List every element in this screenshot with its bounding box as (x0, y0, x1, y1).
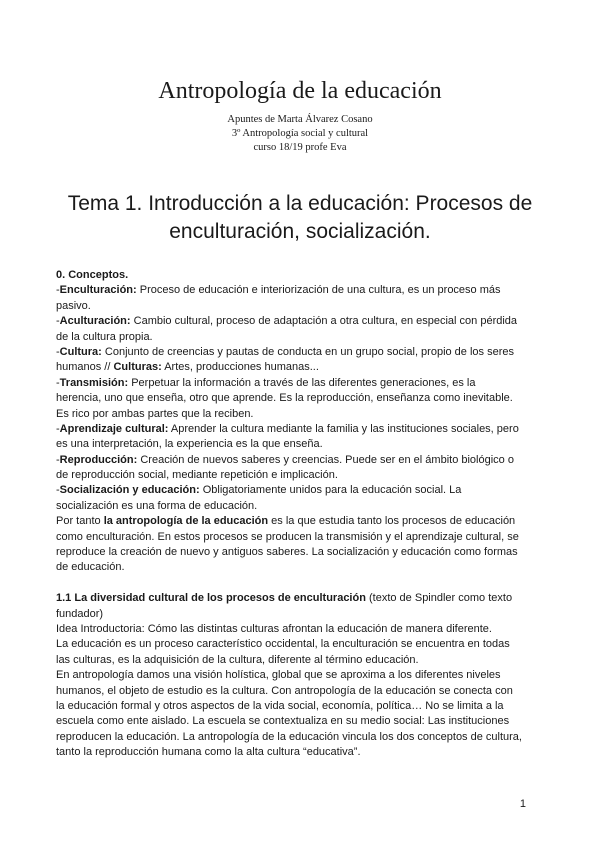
text-line (56, 514, 534, 529)
text-run: pasivo. (56, 299, 91, 312)
text-line (56, 483, 534, 498)
text-line (56, 684, 534, 699)
body-text (56, 268, 534, 761)
text-run: - (56, 315, 60, 328)
text-run: tanto la reproducción humana como la alta cultura “educativa”. (56, 746, 361, 759)
bold-term: la antropología de la educación (103, 515, 269, 528)
text-line (56, 745, 534, 760)
text-run: Creación de nuevos saberes y creencias. Puede ser en el ámbito biológico o (137, 453, 514, 466)
bold-term: Aculturación: (59, 315, 131, 328)
section-title (40, 190, 560, 246)
text-line (56, 699, 534, 714)
text-run: Aprender la cultura mediante la familia y las instituciones sociales, pero (168, 422, 519, 435)
text-line (56, 468, 534, 483)
text-run: En antropología damos una visión holística, global que se aproxima a los diferentes niveles (56, 669, 501, 682)
paragraph-gap (56, 576, 534, 591)
text-line (56, 545, 534, 560)
text-line (56, 653, 534, 668)
text-run: Perpetuar la información a través de las diferentes generaciones, es la (128, 376, 476, 389)
bold-term: Culturas: (113, 361, 162, 374)
bold-term: 0. Conceptos. (56, 269, 129, 281)
text-run: reproduce la creación de nuevo y antiguos saberes. La socialización y educación como formas (56, 546, 518, 559)
text-run: - (56, 345, 60, 358)
text-run: - (56, 284, 60, 297)
bold-term: Socialización y educación: (59, 484, 200, 497)
text-line (56, 668, 534, 683)
text-line (56, 268, 534, 283)
course-line: 3º Antropología social y cultural (231, 128, 369, 139)
text-run: es una interpretación, la experiencia es la que enseña. (56, 438, 323, 451)
text-line (56, 299, 534, 314)
text-line (56, 345, 534, 360)
text-run: Proceso de educación e interiorización de una cultura, es un proceso más (136, 284, 501, 297)
text-line (56, 407, 534, 422)
section-title-line: Tema 1. Introducción a la educación: Procesos de (67, 192, 533, 215)
bold-term: Reproducción: (59, 453, 138, 466)
text-line (56, 330, 534, 345)
text-line (56, 591, 534, 606)
text-line (56, 314, 534, 329)
text-run: Cambio cultural, proceso de adaptación a otra cultura, en especial con pérdida (130, 315, 518, 328)
text-run: de la cultura propia. (56, 330, 153, 343)
text-run: es la que estudia tanto los procesos de educación (268, 515, 516, 528)
text-line (56, 422, 534, 437)
text-run: humanos // (56, 361, 114, 374)
text-run: reproducen la educación. La antropología de la educación vincula los dos conceptos de cultura, (56, 730, 522, 743)
text-line (56, 607, 534, 622)
text-run: Idea Introductoria: Cómo las distintas culturas afrontan la educación de manera diferente. (56, 622, 492, 635)
text-line (56, 360, 534, 375)
text-line (56, 714, 534, 729)
text-line (56, 391, 534, 406)
text-run: la educación formal y otros aspectos de la vida social, economía, política… No se limita a la (56, 699, 504, 712)
text-run: fundador) (56, 607, 104, 620)
text-line (56, 437, 534, 452)
section-title-line: enculturación, socialización. (169, 220, 431, 243)
year-teacher-line: curso 18/19 profe Eva (253, 142, 347, 153)
text-run: - (56, 422, 60, 435)
text-line (56, 530, 534, 545)
page-number: 1 (519, 798, 526, 810)
text-line (56, 560, 534, 575)
text-run: - (56, 484, 60, 497)
text-run: Conjunto de creencias y pautas de conducta en un grupo social, propio de los seres (101, 345, 514, 358)
bold-term: Enculturación: (59, 284, 137, 297)
text-line (56, 730, 534, 745)
text-run: de educación. (56, 561, 125, 574)
text-run: Por tanto (56, 515, 104, 528)
text-run: humanos, el objeto de estudio es la cultura. Con antropología de la educación se conecta con (56, 684, 513, 697)
text-run: como enculturación. En estos procesos se producen la transmisión y el aprendizaje cultural, se (56, 530, 519, 543)
bold-term: 1.1 La diversidad cultural de los procesos de enculturación (56, 592, 366, 605)
bold-term: Cultura: (59, 345, 102, 358)
text-line (56, 622, 534, 637)
text-line (56, 453, 534, 468)
text-line (56, 637, 534, 652)
document-title: Antropología de la educación (158, 78, 442, 104)
text-run: de reproducción social, mediante repetición e implicación. (56, 469, 338, 482)
text-run: las culturas, es la adquisición de la cultura, diferente al término educación. (56, 653, 419, 666)
author-line: Apuntes de Marta Álvarez Cosano (227, 114, 373, 125)
text-run: La educación es un proceso característico occidental, la enculturación se encuentra en todas (56, 638, 510, 651)
text-run: Es rico por ambas partes que la reciben. (56, 407, 254, 420)
text-line (56, 376, 534, 391)
text-line (56, 499, 534, 514)
text-run: Obligatoriamente unidos para la educación social. La (199, 484, 462, 497)
text-run: Artes, producciones humanas... (161, 361, 319, 374)
author-info (0, 113, 600, 155)
text-line (56, 283, 534, 298)
text-run: socialización es una forma de educación. (56, 499, 258, 512)
text-run: - (56, 453, 60, 466)
text-run: herencia, uno que enseña, otro que aprende. Es la reproducción, enseñanza como inevitable. (56, 392, 513, 405)
bold-term: Aprendizaje cultural: (59, 422, 169, 435)
text-run: escuela como ente aislado. La escuela se contextualiza en su medio social: Las instituciones (56, 715, 510, 728)
bold-term: Transmisión: (59, 376, 129, 389)
text-run: (texto de Spindler como texto (365, 592, 513, 605)
text-run: - (56, 376, 60, 389)
